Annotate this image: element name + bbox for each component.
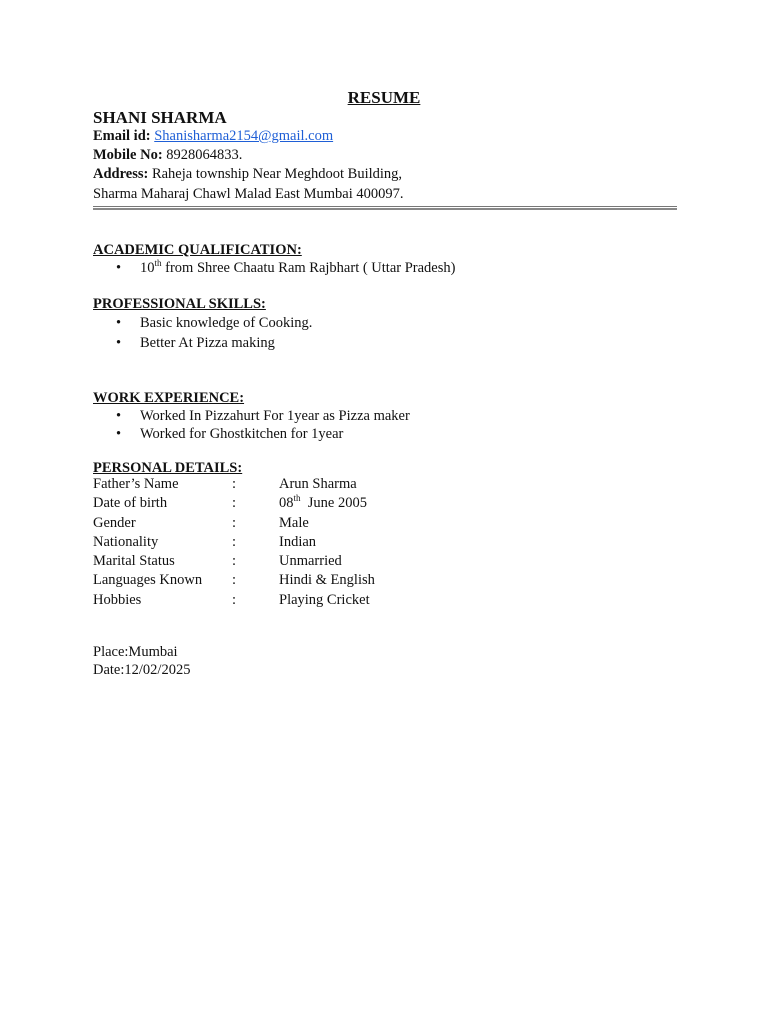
- skills-heading: PROFESSIONAL SKILLS:: [93, 296, 266, 312]
- personal-colon: :: [232, 476, 237, 492]
- personal-label-dob: Date of birth: [93, 495, 168, 511]
- personal-value-gender: Male: [279, 515, 309, 531]
- academic-item-prefix: 10: [140, 260, 155, 276]
- address-value-1: Raheja township Near Meghdoot Building,: [151, 166, 403, 182]
- address-line-2: Sharma Maharaj Chawl Malad East Mumbai 400097.: [93, 186, 404, 202]
- skills-bullet-1: •: [116, 315, 122, 331]
- personal-value-dob: [279, 495, 367, 512]
- personal-value-languages: Hindi & English: [279, 572, 375, 588]
- personal-label-hobbies: Hobbies: [93, 592, 142, 608]
- personal-value-marital: Unmarried: [279, 553, 342, 569]
- personal-value-nationality: Indian: [279, 534, 317, 550]
- dob-day: 08: [279, 495, 294, 511]
- place-line: Place:Mumbai: [93, 644, 178, 660]
- personal-colon: :: [232, 592, 237, 608]
- dob-rest: June 2005: [300, 495, 367, 511]
- mobile-line: [93, 147, 242, 164]
- skills-item-2: Better At Pizza making: [140, 335, 275, 351]
- skills-bullet-2: •: [116, 335, 122, 351]
- address-label: Address:: [93, 166, 149, 182]
- personal-colon: :: [232, 534, 237, 550]
- academic-item-sup: th: [154, 258, 162, 269]
- dob-sup: th: [293, 493, 301, 504]
- personal-label-father: Father’s Name: [93, 476, 179, 492]
- experience-heading: WORK EXPERIENCE:: [93, 390, 245, 406]
- skills-item-1: Basic knowledge of Cooking.: [140, 315, 313, 331]
- personal-value-father: Arun Sharma: [279, 476, 357, 492]
- personal-label-nationality: Nationality: [93, 534, 159, 550]
- personal-value-hobbies: Playing Cricket: [279, 592, 370, 608]
- experience-item-2: Worked for Ghostkitchen for 1year: [140, 426, 344, 442]
- header-divider-thick: [93, 208, 677, 210]
- personal-colon: :: [232, 553, 237, 569]
- document-title: RESUME: [347, 88, 421, 107]
- candidate-name: SHANI SHARMA: [93, 108, 227, 127]
- academic-bullet: •: [116, 260, 122, 276]
- email-label: Email id:: [93, 128, 151, 144]
- email-link[interactable]: Shanisharma2154@gmail.com: [154, 128, 334, 144]
- academic-item: [140, 260, 455, 277]
- personal-colon: :: [232, 495, 237, 511]
- experience-item-1: Worked In Pizzahurt For 1year as Pizza maker: [140, 408, 410, 424]
- personal-label-marital: Marital Status: [93, 553, 175, 569]
- academic-heading: ACADEMIC QUALIFICATION:: [93, 242, 302, 258]
- personal-heading: PERSONAL DETAILS:: [93, 460, 243, 476]
- personal-label-languages: Languages Known: [93, 572, 203, 588]
- address-line-1: [93, 166, 402, 183]
- mobile-label: Mobile No:: [93, 147, 163, 163]
- personal-colon: :: [232, 515, 237, 531]
- experience-bullet-1: •: [116, 408, 122, 424]
- email-line: [93, 128, 333, 145]
- academic-item-text: from Shree Chaatu Ram Rajbhart ( Uttar Pradesh): [161, 260, 456, 276]
- personal-colon: :: [232, 572, 237, 588]
- date-line: Date:12/02/2025: [93, 662, 191, 678]
- experience-bullet-2: •: [116, 426, 122, 442]
- mobile-value: 8928064833.: [166, 147, 243, 163]
- personal-label-gender: Gender: [93, 515, 136, 531]
- header-divider: [93, 206, 677, 207]
